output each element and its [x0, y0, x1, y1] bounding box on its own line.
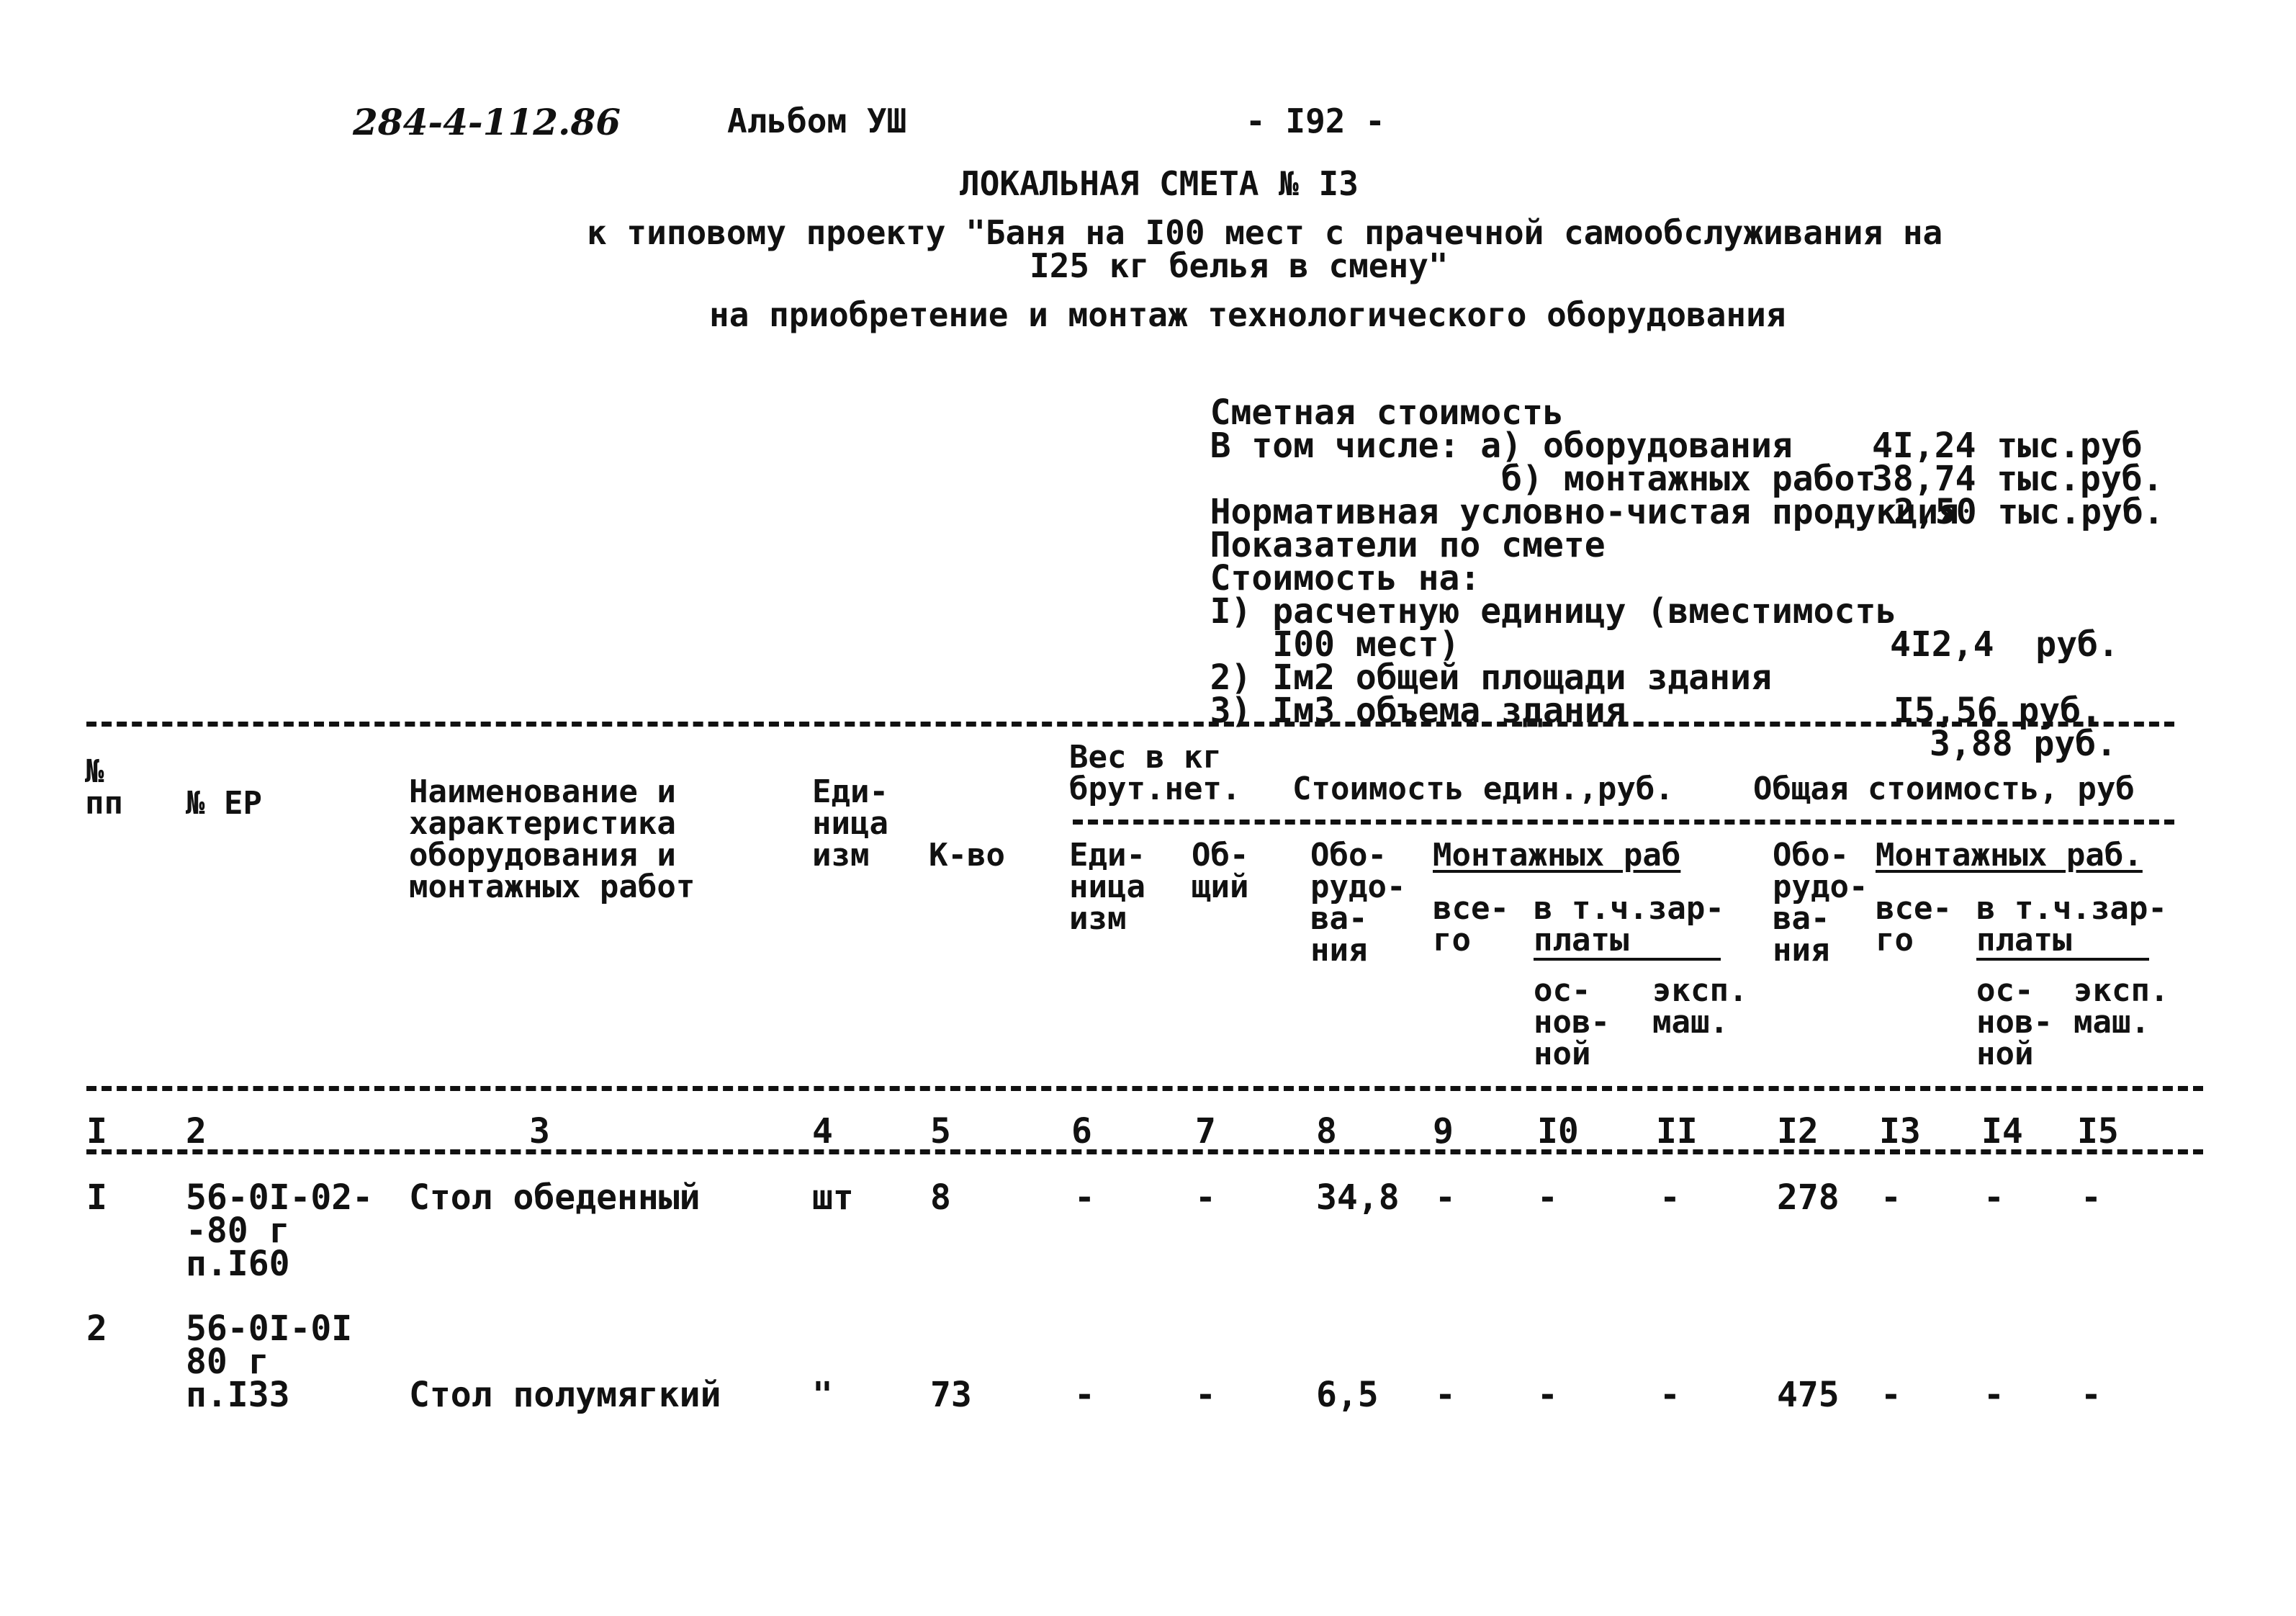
header-total-cost-group: Общая стоимость, руб [1753, 771, 2135, 807]
summary-value: 3,88 руб. [1930, 724, 2117, 764]
cell-weight-unit: - [1074, 1375, 1095, 1415]
column-number: II [1656, 1111, 1698, 1152]
header-quantity: К-во [929, 837, 1005, 874]
column-number: 2 [186, 1111, 207, 1152]
column-numbers-rule [86, 1149, 2203, 1154]
column-number: 7 [1195, 1111, 1216, 1152]
column-number: 4 [812, 1111, 833, 1152]
project-title-line2: I25 кг белья в смену" [1030, 246, 1449, 285]
summary-value: 2,50 тыс.руб. [1894, 492, 2164, 532]
header-tc-wage-rule [1976, 958, 2149, 961]
summary-label: Нормативная условно-чистая продукция [1210, 492, 1959, 532]
header-tc-mount-group: Монтажных раб. [1876, 837, 2143, 874]
table-top-rule [86, 722, 2174, 727]
column-number: 9 [1433, 1111, 1454, 1152]
summary-value: 38,74 тыс.руб. [1872, 459, 2164, 499]
header-uc-machine: эксп. маш. [1652, 972, 1748, 1041]
header-tc-machine: эксп. маш. [2074, 972, 2169, 1041]
cell-item-name: Стол полумягкий [409, 1375, 721, 1415]
summary-value: I5,56 руб. [1894, 691, 2102, 731]
cell-number: I [86, 1177, 107, 1218]
header-group-rule [1073, 820, 2174, 825]
cell-uc-equipment: 6,5 [1316, 1375, 1379, 1415]
cell-number: 2 [86, 1308, 107, 1349]
cell-uc-base: - [1537, 1177, 1558, 1218]
album-label: Альбом УШ [727, 102, 907, 140]
summary-value: 4I2,4 руб. [1890, 624, 2119, 665]
column-number: I5 [2077, 1111, 2119, 1152]
column-number: I3 [1879, 1111, 1921, 1152]
cell-uc-machine: - [1660, 1375, 1680, 1415]
header-tc-wage-group: в т.ч.зар- платы [1976, 890, 2167, 959]
column-number: I0 [1537, 1111, 1579, 1152]
summary-row [1127, 529, 2178, 598]
summary-label: Сметная стоимость [1210, 392, 1564, 433]
cell-weight-unit: - [1074, 1177, 1095, 1218]
estimate-title: ЛОКАЛЬНАЯ СМЕТА № I3 [960, 164, 1359, 203]
summary-label: Стоимость на: [1210, 558, 1481, 598]
cell-uc-machine: - [1660, 1177, 1680, 1218]
cell-quantity: 8 [930, 1177, 951, 1218]
column-number: 6 [1071, 1111, 1092, 1152]
document-code: 284-4-112.86 [353, 101, 621, 143]
header-uc-wage-rule [1534, 958, 1721, 961]
header-weight-group: Вес в кг брут.нет. [1069, 739, 1241, 807]
column-number: I2 [1777, 1111, 1819, 1152]
summary-label: В том числе: а) оборудования [1210, 426, 1793, 466]
cell-tc-machine: - [2081, 1375, 2102, 1415]
cell-weight-total: - [1195, 1375, 1216, 1415]
cell-tc-total: - [1881, 1375, 1901, 1415]
header-uc-equipment: Обо- рудо- ва- ния [1310, 837, 1406, 969]
summary-label: б) монтажных работ [1210, 459, 1876, 499]
header-uc-mount-group: Монтажных раб [1433, 837, 1681, 874]
summary-value: 4I,24 тыс.руб [1872, 426, 2143, 466]
header-weight-unit: Еди- ница изм [1069, 837, 1145, 937]
cell-tc-base: - [1984, 1177, 2004, 1218]
header-uc-total: все- го [1433, 890, 1509, 959]
summary-label: I) расчетную единицу (вместимость [1210, 591, 1897, 632]
cell-tc-equipment: 475 [1777, 1375, 1840, 1415]
header-tc-base: ос- нов- ной [1976, 972, 2053, 1072]
column-number: 3 [529, 1111, 550, 1152]
project-title-line1: к типовому проекту "Баня на I00 мест с прачечной самообслуживания на [587, 213, 1943, 252]
cell-item-name: Стол обеденный [409, 1177, 701, 1218]
header-item-name: Наименование и характеристика оборудования и монтажных работ [409, 773, 695, 905]
cell-tc-total: - [1881, 1177, 1901, 1218]
cell-unit: " [812, 1375, 833, 1415]
summary-row [1127, 492, 2178, 565]
column-number: 8 [1316, 1111, 1337, 1152]
header-row-number: № пп [85, 753, 123, 822]
column-number: I4 [1981, 1111, 2023, 1152]
page-number: - I92 - [1246, 102, 1385, 140]
cell-tc-equipment: 278 [1777, 1177, 1840, 1218]
summary-block [1127, 363, 2178, 764]
cell-ep-code: 56-0I-0I 80 г п.I33 [186, 1308, 353, 1415]
cell-uc-equipment: 34,8 [1316, 1177, 1400, 1218]
cell-tc-base: - [1984, 1375, 2004, 1415]
cell-ep-code: 56-0I-02- -80 г п.I60 [186, 1177, 374, 1284]
header-bottom-rule [86, 1086, 2203, 1091]
cell-weight-total: - [1195, 1177, 1216, 1218]
summary-label: Показатели по смете [1210, 525, 1606, 565]
header-ep-code: № ЕР [186, 785, 262, 822]
cell-unit: шт [812, 1177, 854, 1218]
header-unit: Еди- ница изм [812, 773, 888, 874]
cell-quantity: 73 [930, 1375, 972, 1415]
column-number: 5 [930, 1111, 951, 1152]
cell-uc-total: - [1435, 1177, 1456, 1218]
header-uc-wage-group: в т.ч.зар- платы [1534, 890, 1724, 959]
header-tc-total: все- го [1876, 890, 1952, 959]
summary-label: 2) Iм2 общей площади здания [1210, 657, 1772, 698]
header-tc-equipment: Обо- рудо- ва- ния [1773, 837, 1868, 969]
cell-tc-machine: - [2081, 1177, 2102, 1218]
estimate-purpose: на приобретение и монтаж технологического оборудования [709, 295, 1786, 334]
column-number: I [86, 1111, 107, 1152]
cell-uc-total: - [1435, 1375, 1456, 1415]
header-uc-base: ос- нов- ной [1534, 972, 1610, 1072]
summary-label: 3) Iм3 объема здания [1210, 691, 1626, 731]
header-weight-total: Об- щий [1192, 837, 1249, 905]
header-unit-cost-group: Стоимость един.,руб. [1292, 771, 1674, 807]
summary-label: I00 мест) [1210, 624, 1460, 665]
cell-uc-base: - [1537, 1375, 1558, 1415]
